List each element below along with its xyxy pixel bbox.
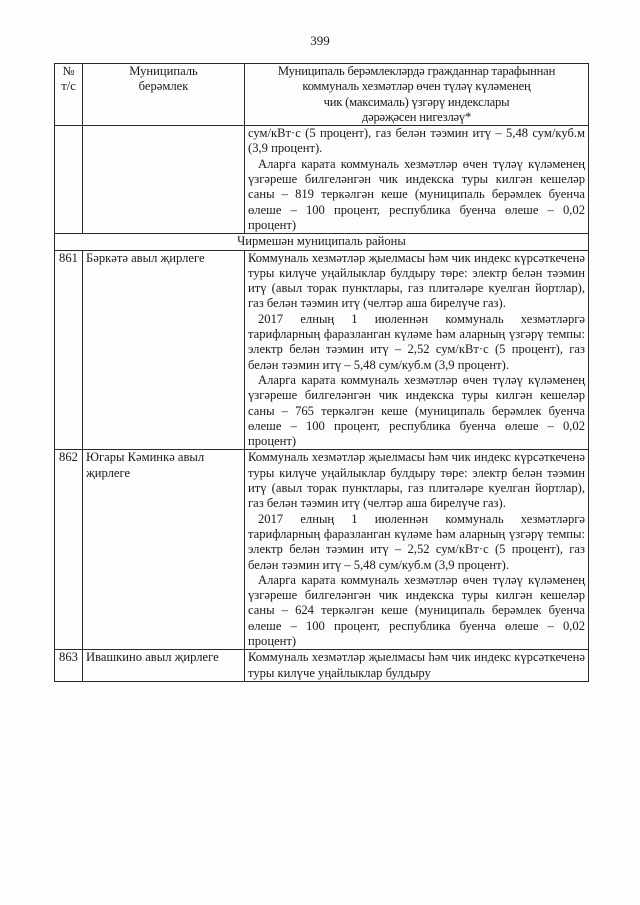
row-paragraph-3: Аларга карата коммуналь хезмәтләр өчен түләү күләменең үзгәреше билгеләнгән чик индекска туры килгән кешеләр саны – 765 теркәлгән кеше (муниципаль берәмлек буенча өлеше – 100 процент, республика буенча өлеше – 0,02 процент) xyxy=(248,372,585,449)
row-justification-cell xyxy=(245,250,589,450)
district-title: Чирмешән муниципаль районы xyxy=(55,234,589,250)
row-paragraph-2: 2017 елның 1 июленнән коммуналь хезмәтләргә тарифларның фаразланган күләме һәм аларның үзгәрү темпы: электр белән тәэмин итү – 2,52 сум/кВт·с (5 процент), газ белән тәэмин итү – 5,48 сум/куб.м (3,9 процент). xyxy=(248,311,585,372)
row-justification-cell xyxy=(245,450,589,650)
header-number-line2: т/с xyxy=(61,79,76,94)
table-row xyxy=(55,650,589,682)
header-justification-line2: коммуналь хезмәтләр өчен түләү күләменең xyxy=(302,79,531,94)
row-number-cell xyxy=(55,126,83,234)
row-paragraph-2: 2017 елның 1 июленнән коммуналь хезмәтләргә тарифларның фаразланган күләме һәм аларның үзгәрү темпы: электр белән тәэмин итү – 2,52 сум/кВт·с (5 процент), газ белән тәэмин итү – 5,48 сум/куб.м (3,9 процент). xyxy=(248,511,585,572)
header-justification-line4: дәрәҗәсен нигезләү* xyxy=(361,109,472,124)
row-justification-cell xyxy=(245,650,589,682)
row-justification-cell xyxy=(245,126,589,234)
table-row xyxy=(55,450,589,650)
row-municipality: Бәркәтә авыл җирлеге xyxy=(83,250,245,450)
row-paragraph-1: Коммуналь хезмәтләр җыелмасы һәм чик индекс күрсәткеченә туры килүче уңайлыклар булдыру xyxy=(248,650,585,680)
row-number: 863 xyxy=(55,650,83,682)
header-municipality-line2: берәмлек xyxy=(138,79,189,94)
row-paragraph-3: Аларга карата коммуналь хезмәтләр өчен түләү күләменең үзгәреше билгеләнгән чик индекска туры килгән кешеләр саны – 624 теркәлгән кеше (муниципаль берәмлек буенча өлеше – 100 процент, республика буенча өлеше – 0,02 процент) xyxy=(248,572,585,648)
municipal-table xyxy=(54,63,589,682)
header-number-line1: № xyxy=(62,64,75,78)
row-paragraph-1: Коммуналь хезмәтләр җыелмасы һәм чик индекс күрсәткеченә туры килүче уңайлыклар булдыру төре: электр белән тәэмин итү (авыл торак пунктлары, газ плитәләре куелган йортлар), газ белән тәэмин итү (челтәр аша бирелүче газ). xyxy=(248,450,585,511)
row-number: 862 xyxy=(55,450,83,650)
header-municipality xyxy=(83,64,245,126)
continuation-paragraph-2: Аларга карата коммуналь хезмәтләр өчен түләү күләменең үзгәреше билгеләнгән чик индекска туры килгән кешеләр саны – 819 теркәлгән кеше (муниципаль берәмлек буенча өлеше – 100 процент, республика буенча өлеше – 0,02 процент) xyxy=(248,156,585,232)
table-row xyxy=(55,250,589,450)
table-header-row xyxy=(55,64,589,126)
row-municipality-cell xyxy=(83,126,245,234)
header-justification-line3: чик (максималь) үзгәрү индекслары xyxy=(323,94,510,109)
page-number: 399 xyxy=(310,33,330,48)
row-paragraph-1: Коммуналь хезмәтләр җыелмасы һәм чик индекс күрсәткеченә туры килүче уңайлыклар булдыру төре: электр белән тәэмин итү (авыл торак пунктлары, газ плитәләре куелган йортлар), газ белән тәэмин итү (челтәр аша бирелүче газ). xyxy=(248,250,585,311)
district-title-row xyxy=(55,234,589,250)
header-justification-line1: Муниципаль берәмлекләрдә гражданнар тарафыннан xyxy=(277,64,556,78)
header-municipality-line1: Муниципаль xyxy=(129,64,198,78)
continuation-paragraph-1: сум/кВт·с (5 процент), газ белән тәэмин итү – 5,48 сум/куб.м (3,9 процент). xyxy=(248,126,585,156)
header-number xyxy=(55,64,83,126)
table-row-continuation xyxy=(55,126,589,234)
row-municipality: Ивашкино авыл җирлеге xyxy=(83,650,245,682)
row-number: 861 xyxy=(55,250,83,450)
header-justification xyxy=(245,64,589,126)
row-municipality: Югары Кәминкә авыл җирлеге xyxy=(83,450,245,650)
